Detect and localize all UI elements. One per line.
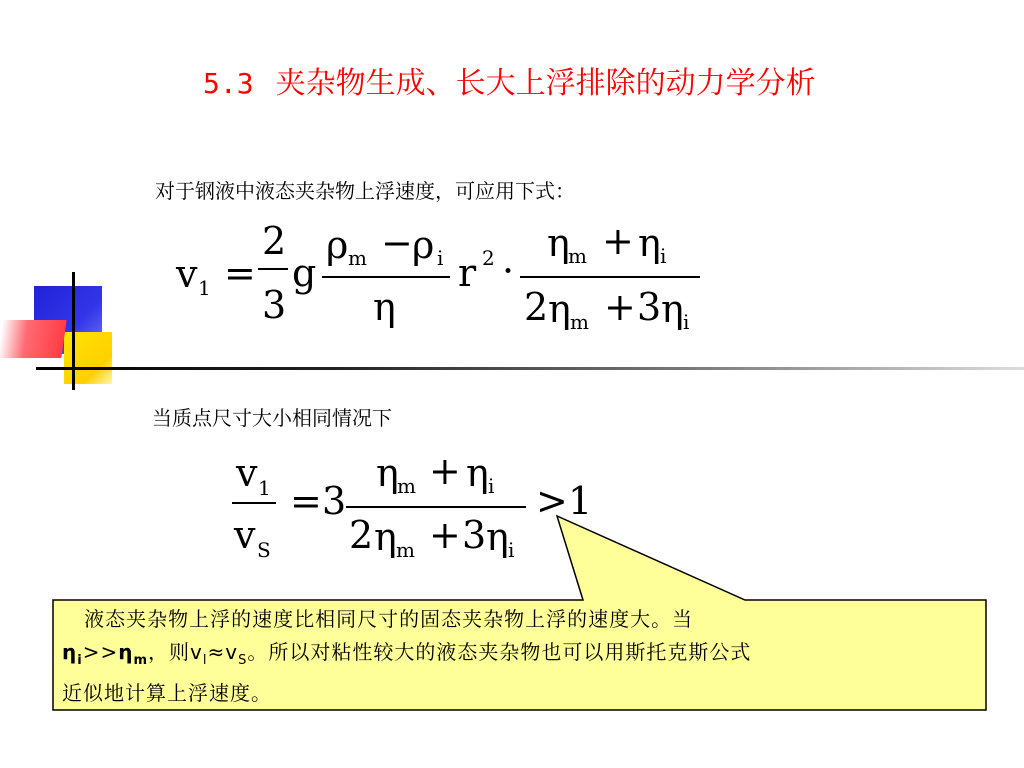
- section-number: 5.3: [203, 67, 254, 100]
- eq2-plus: +: [429, 449, 461, 493]
- eq2-den-eta-i-sub: i: [508, 538, 515, 562]
- eq2-den-v: v: [234, 513, 256, 557]
- title-text: 夹杂物生成、长大上浮排除的动力学分析: [275, 66, 816, 101]
- eq1-num-eta-m-sub: m: [568, 244, 587, 268]
- eq1-den-eta-m: η: [548, 287, 571, 331]
- eq1-rho-i-sub: i: [437, 246, 444, 270]
- eq2-num-eta-i-sub: i: [488, 474, 495, 498]
- eq1-den-eta-i-sub: i: [683, 310, 690, 334]
- eq1-den-plus: +: [604, 285, 636, 329]
- eq1-num-eta-m: η: [547, 221, 570, 265]
- eq2-gt: >: [536, 479, 568, 523]
- eq1-den-3: 3: [637, 285, 662, 329]
- callout-eta-m: η: [118, 640, 134, 664]
- eq1-eta: η: [373, 285, 396, 329]
- eq1-plus: +: [602, 219, 634, 263]
- eq1-num-eta-i: η: [638, 221, 661, 265]
- eq1-v-sub: 1: [198, 276, 211, 300]
- eq2-den-eta-m: η: [374, 515, 397, 559]
- eq1-rho-i: ρ: [412, 223, 435, 267]
- eq2-num-v: v: [236, 451, 258, 495]
- eq1-rho-m-sub: m: [348, 246, 367, 270]
- eq1-num-eta-i-sub: i: [660, 244, 667, 268]
- eq2-den-plus: +: [429, 513, 461, 557]
- eq2-den-v-sub: S: [257, 538, 271, 562]
- eq1-minus: −: [381, 221, 413, 265]
- callout-vl-sub: l: [202, 653, 208, 668]
- eq1-frac-den: 3: [262, 283, 287, 327]
- eq2-num-eta-m: η: [376, 451, 399, 495]
- intro-text: 对于钢液中液态夹杂物上浮速度，可应用下式：: [155, 179, 575, 203]
- eq2-den-eta-m-sub: m: [396, 538, 415, 562]
- eq2-coef: 3: [322, 479, 347, 523]
- eq1-den-eta-m-sub: m: [570, 310, 589, 334]
- callout-rest: 。所以对粘性较大的液态夹杂物也可以用斯托克斯公式: [247, 640, 752, 664]
- eq1-den-eta-i: η: [661, 287, 684, 331]
- eq2-den-2: 2: [349, 513, 374, 557]
- eq1-r: r: [458, 251, 477, 295]
- callout-vs-sub: S: [238, 653, 248, 668]
- eq1-rho-m: ρ: [326, 223, 349, 267]
- callout-line-1-text: 液态夹杂物上浮的速度比相同尺寸的固态夹杂物上浮的速度大。当: [84, 607, 694, 631]
- callout-line-1: [62, 603, 978, 636]
- callout-eta-m-sub: m: [133, 653, 149, 668]
- eq1-v: v: [176, 252, 198, 296]
- callout-line-2: [62, 636, 978, 677]
- eq1-r-sup: 2: [482, 246, 495, 270]
- eq1-dot: ·: [502, 249, 515, 293]
- callout-approx: ≈v: [207, 640, 239, 664]
- eq1-equals: =: [224, 251, 256, 295]
- eq2-den-eta-i: η: [486, 515, 509, 559]
- eq1-den-2: 2: [524, 285, 549, 329]
- condition-text: 当质点尺寸大小相同情况下: [152, 406, 392, 430]
- callout-gtgt: >>: [82, 640, 119, 664]
- callout-eta-i-sub: i: [77, 653, 83, 668]
- eq2-den-3: 3: [462, 513, 487, 557]
- eq2-equals: =: [290, 479, 322, 523]
- eq1-frac-num: 2: [262, 219, 287, 263]
- callout-text: [62, 603, 978, 710]
- eq2-one: 1: [568, 479, 593, 523]
- callout-line-3: 近似地计算上浮速度。: [62, 681, 272, 705]
- callout-eta-i: η: [62, 640, 78, 664]
- eq2-num-eta-m-sub: m: [397, 474, 416, 498]
- eq2-num-eta-i: η: [466, 451, 489, 495]
- eq2-num-v-sub: 1: [258, 476, 271, 500]
- callout-then: ，则v: [148, 640, 203, 664]
- eq1-g: g: [292, 251, 317, 295]
